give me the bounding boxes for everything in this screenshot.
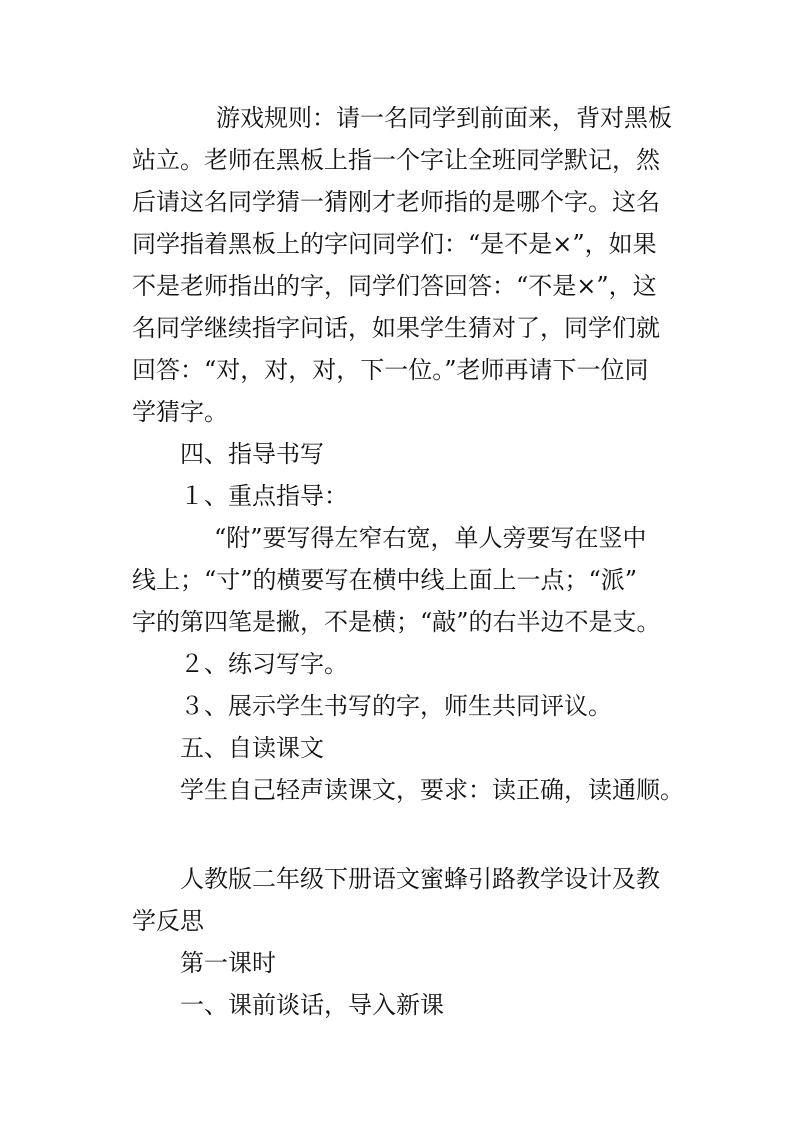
lesson-label: 第一课时 [180, 949, 276, 977]
game-rules-line-7: 回答：“对，对，对，下一位。”老师再请下一位同 [132, 356, 649, 384]
game-rules-line-3: 后请这名同学猜一猜刚才老师指的是哪个字。这名 [132, 188, 660, 216]
document-title-line-1: 人教版二年级下册语文蜜蜂引路教学设计及教 [180, 865, 660, 893]
section-5-text: 学生自己轻声读课文，要求：读正确，读通顺。 [180, 776, 684, 804]
document-title-line-2: 学反思 [132, 907, 204, 935]
item-1-detail-line-2: 线上；“寸”的横要写在横中线上面上一点；“派” [132, 566, 638, 594]
game-rules-line-4: 同学指着黑板上的字问同学们：“是不是×”，如果 [132, 230, 657, 258]
game-rules-line-5: 不是老师指出的字，同学们答回答：“不是×”，这 [132, 272, 657, 300]
section-1-heading: 一、课前谈话，导入新课 [180, 991, 444, 1019]
item-3: ３、展示学生书写的字，师生共同评议。 [180, 692, 612, 720]
section-4-heading: 四、指导书写 [180, 440, 324, 468]
game-rules-line-6: 名同学继续指字问话，如果学生猜对了，同学们就 [132, 314, 660, 342]
section-5-heading: 五、自读课文 [180, 734, 324, 762]
item-1-heading: １、重点指导： [180, 482, 348, 510]
item-1-detail-line-1: “附”要写得左窄右宽，单人旁要写在竖中 [214, 524, 647, 552]
item-1-detail-line-3: 字的第四笔是撇，不是横；“敲”的右半边不是支。 [132, 608, 661, 636]
game-rules-line-1: 游戏规则：请一名同学到前面来，背对黑板 [216, 104, 672, 132]
game-rules-line-8: 学猜字。 [132, 398, 228, 426]
item-2: ２、练习写字。 [180, 650, 348, 678]
game-rules-line-2: 站立。老师在黑板上指一个字让全班同学默记，然 [132, 146, 660, 174]
